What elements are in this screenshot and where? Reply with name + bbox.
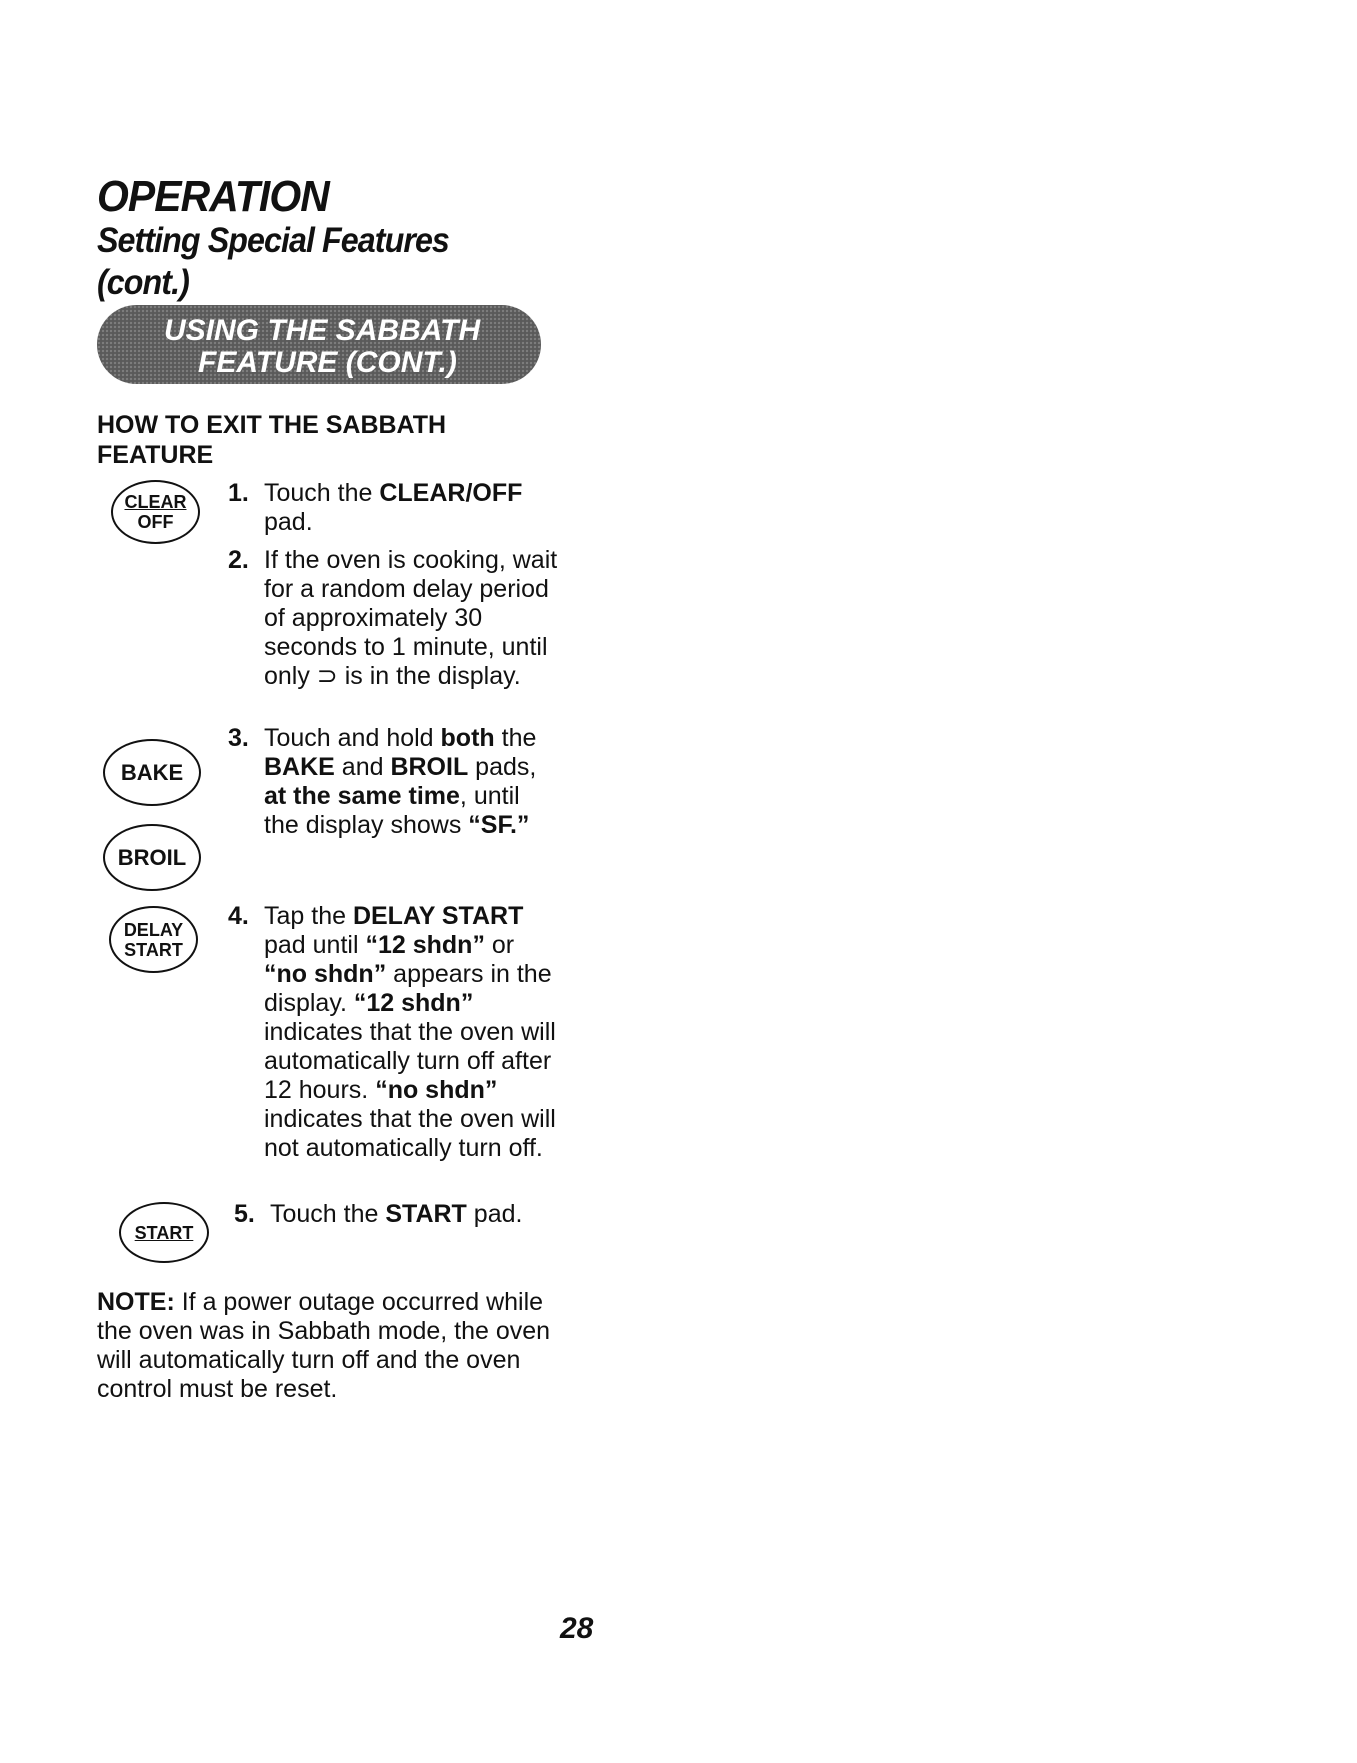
start-pad-label: START: [134, 1222, 194, 1243]
banner-line-2: FEATURE (CONT.): [198, 346, 457, 379]
step-number: 1.: [228, 479, 249, 507]
note-text: If a power outage occurred while the oven was in Sabbath mode, the oven will automatically turn off and the oven control must be reset.: [97, 1288, 551, 1403]
section-banner: [97, 305, 541, 384]
step-1: [228, 479, 558, 537]
broil-pad-label: BROIL: [117, 844, 187, 870]
section-heading-line-1: HOW TO EXIT THE SABBATH: [97, 411, 447, 439]
bake-pad-label: BAKE: [120, 759, 184, 785]
step-number: 3.: [228, 724, 249, 752]
step-text: Touch the START pad.: [270, 1200, 523, 1228]
broil-pad-icon: [103, 824, 201, 891]
note-paragraph: [97, 1288, 567, 1404]
step-2: [228, 546, 558, 691]
delay-start-pad-icon: [109, 906, 198, 973]
step-number: 2.: [228, 546, 249, 574]
off-pad-label: OFF: [137, 512, 174, 532]
delay-pad-label: DELAY: [123, 919, 184, 940]
step-3: [228, 724, 558, 840]
subtitle-line-2: (cont.): [97, 263, 189, 302]
section-heading: [97, 410, 497, 470]
page-number: 28: [560, 1612, 594, 1645]
section-heading-line-2: FEATURE: [97, 441, 214, 469]
page-subtitle: [97, 220, 449, 304]
subtitle-line-1: Setting Special Features: [97, 221, 449, 260]
step-text: Touch and hold both the BAKE and BROIL pads, at the same time, until the display shows “SF.”: [264, 724, 537, 839]
page-title: OPERATION: [97, 172, 329, 221]
step-number: 5.: [234, 1200, 255, 1228]
step-text: If the oven is cooking, wait for a random delay period of approximately 30 seconds to 1 minute, until only ⊃ is in the display.: [264, 546, 558, 690]
note-label: NOTE:: [97, 1288, 175, 1316]
start-pad-icon: [119, 1202, 209, 1263]
banner-line-1: USING THE SABBATH: [164, 314, 481, 347]
step-5: [234, 1200, 564, 1229]
start-pad-label: START: [124, 939, 183, 960]
step-text: Tap the DELAY START pad until “12 shdn” or “no shdn” appears in the display. “12 shdn” indicates that the oven will automatically turn off after 12 hours. “no shdn” indicates that the oven will not automatically turn off.: [264, 902, 556, 1162]
clear-pad-label: CLEAR: [124, 492, 187, 512]
clear-off-pad-icon: [111, 480, 200, 544]
step-4: [228, 902, 558, 1163]
bake-pad-icon: [103, 739, 201, 806]
step-number: 4.: [228, 902, 249, 930]
step-text: Touch the CLEAR/OFF pad.: [264, 479, 523, 536]
